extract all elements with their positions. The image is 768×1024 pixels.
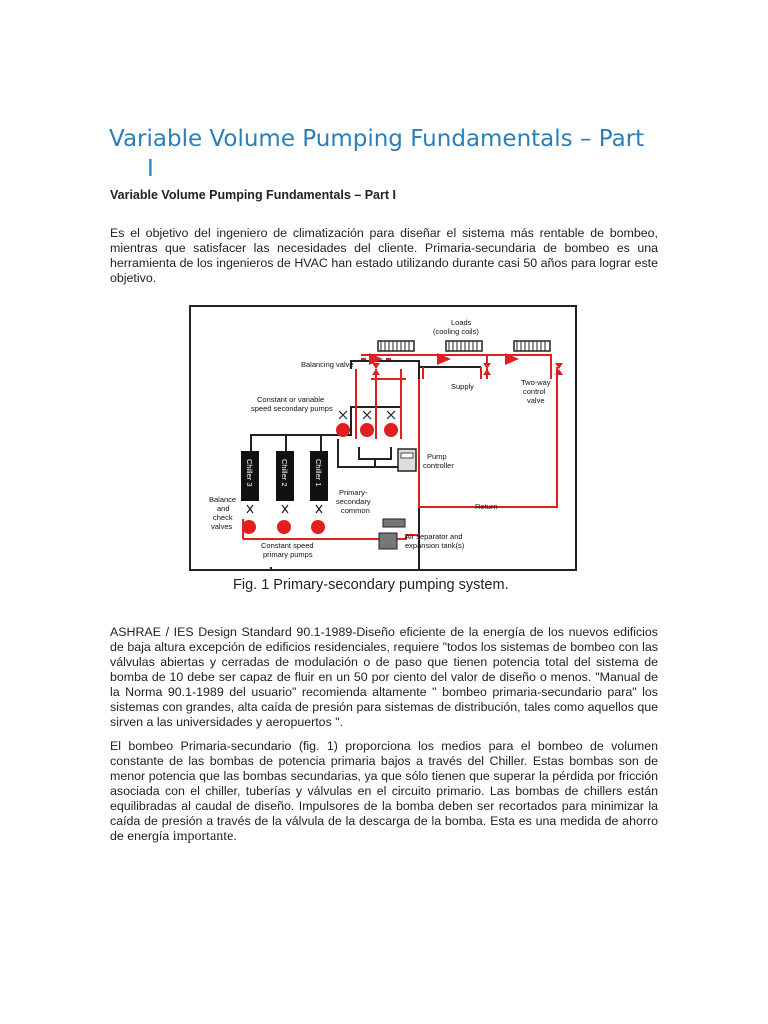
figure-caption: Fig. 1 Primary-secondary pumping system. (233, 577, 509, 593)
label-balancing-valve: Balancing valve (301, 360, 354, 369)
coil-fins (381, 341, 545, 351)
label-pump-controller-2: controller (423, 461, 454, 470)
air-separator (379, 519, 405, 549)
label-pump-controller-1: Pump (427, 452, 447, 461)
chiller-3-label: Chiller 3 (245, 459, 254, 487)
label-common-3: common (341, 506, 370, 515)
label-common-1: Primary- (339, 488, 368, 497)
label-primary-pumps-1: Constant speed (261, 541, 314, 550)
air-separator-tank (379, 533, 397, 549)
label-two-way: Two-way (521, 378, 551, 387)
chiller-1-label: Chiller 1 (314, 459, 323, 487)
cooling-coils (378, 341, 550, 351)
label-control: control (523, 387, 546, 396)
balancing-valve-1 (372, 363, 380, 369)
red-pipes (243, 355, 557, 539)
paragraph-3-body: El bombeo Primaria-secundario (fig. 1) proporciona los medios para el bombeo de volumen constante de las bombas de potencia primaria bajos a través del Chiller. Estas bombas son de menor potencia que las bombas secundarias, ya que sólo tienen que superar la pérdida por fricción asociada con el chiller, tuberías y válvulas en el circuito primario. Las bombas de chillers están equilibradas al caudal de diseño. Impulsores de la bomba deben ser recortados para minimizar la caída de presión a través de la válvula de la descarga de la bomba. Esta es una medida de ahorro de energía (110, 739, 658, 843)
expansion-tank (383, 519, 405, 527)
label-and: and (217, 504, 230, 513)
label-supply: Supply (451, 382, 474, 391)
secondary-pump-2 (360, 423, 374, 437)
balancing-valve-2b (483, 369, 491, 375)
pump-controller-box (398, 449, 416, 471)
pump-controller-display (401, 453, 413, 458)
label-air-separator: Air separator and (405, 532, 463, 541)
label-check: check (213, 513, 233, 522)
primary-pump-1 (311, 520, 325, 534)
page-title-line1: Variable Volume Pumping Fundamentals – Part (109, 126, 645, 152)
chillers (241, 451, 328, 501)
figure-primary-secondary-diagram (189, 305, 577, 571)
label-secondary-pumps-1: Constant or variable (257, 395, 325, 404)
primary-check-valves (247, 505, 322, 513)
paragraph-2: ASHRAE / IES Design Standard 90.1-1989-Diseño eficiente de la energía de los nuevos edificios de baja altura excepción de edificios residenciales, requiere "todos los sistemas de bombeo con las válvulas abiertas y cerradas de modulación o de paso que tienen potencia total del sistema de bomba de 10 debe ser capaz de fluir en un 50 por ciento del valor de diseño o menos. "Manual de la Norma 90.1-1989 del usuario" recomienda altamente " bombeo primaria-secundario para" los sistemas con grandes, alta caída de presión para sistemas de distribución, tales como aquellos que sirven a las universidades y aeropuertos ". (110, 625, 658, 729)
label-valves: valves (211, 522, 233, 531)
secondary-pumps (336, 411, 398, 437)
label-return: Return (475, 502, 498, 511)
paragraph-3-last-word: importante (172, 829, 234, 844)
label-balance: Balance (209, 495, 237, 504)
label-primary-pumps-2: primary pumps (263, 550, 313, 559)
balancing-valve-1b (372, 369, 380, 375)
secondary-pump-3 (384, 423, 398, 437)
label-secondary-pumps-2: speed secondary pumps (251, 404, 333, 413)
diagram-svg (191, 307, 575, 569)
primary-pumps (242, 505, 325, 534)
label-common-2: secondary (336, 497, 371, 506)
label-loads: Loads (451, 318, 472, 327)
secondary-pump-valves (339, 411, 395, 419)
chiller-2-label: Chiller 2 (280, 459, 289, 487)
paragraph-3 (110, 739, 658, 844)
page-title (109, 124, 669, 184)
label-cooling-coils: (cooling coils) (433, 327, 479, 336)
secondary-pump-1 (336, 423, 350, 437)
subtitle: Variable Volume Pumping Fundamentals – Part I (110, 188, 396, 202)
paragraph-1: Es el objetivo del ingeniero de climatización para diseñar el sistema más rentable de bombeo, mientras que satisfacer las necesidades del cliente. Primaria-secundaria de bombeo es una herramienta de los ingenieros de HVAC han estado utilizando durante casi 50 años para lograr este objetivo. (110, 226, 658, 285)
primary-pump-2 (277, 520, 291, 534)
page-title-line2: I (147, 156, 154, 182)
label-valve: valve (527, 396, 545, 405)
paragraph-3-period: . (233, 829, 237, 843)
label-expansion-tank: expansion tank(s) (405, 541, 465, 550)
balancing-valve-2 (483, 363, 491, 369)
primary-pump-3 (242, 520, 256, 534)
